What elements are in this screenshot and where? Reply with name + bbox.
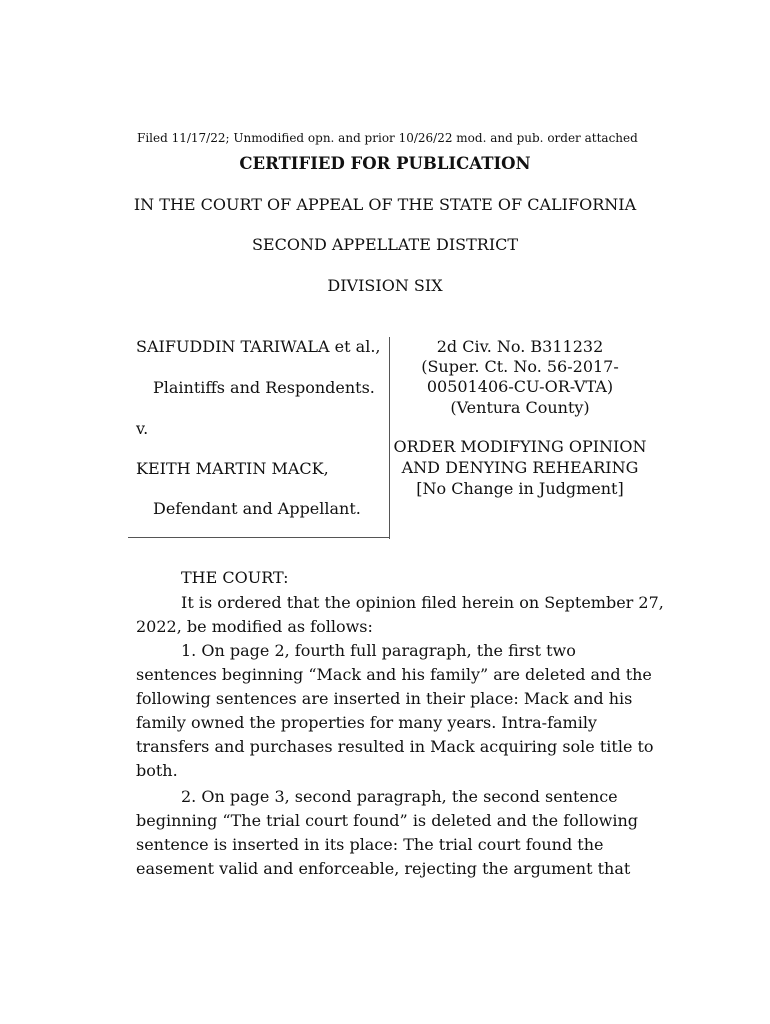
body-line: 2. On page 3, second paragraph, the second sentence — [181, 787, 618, 806]
judgment-note: [No Change in Judgment] — [416, 479, 624, 498]
county: (Ventura County) — [450, 398, 590, 417]
superior-court-number-1: (Super. Ct. No. 56-2017- — [421, 357, 619, 376]
caption-divider-vertical — [389, 337, 390, 539]
order-title-2: AND DENYING REHEARING — [401, 458, 639, 477]
court-title: IN THE COURT OF APPEAL OF THE STATE OF CALIFORNIA — [133, 195, 637, 214]
case-number: 2d Civ. No. B311232 — [436, 337, 604, 356]
body-line: sentence is inserted in its place: The trial court found the — [136, 835, 604, 854]
body-line: 2022, be modified as follows: — [136, 617, 373, 636]
body-line: 1. On page 2, fourth full paragraph, the first two — [181, 641, 576, 660]
caption-divider-horizontal — [128, 537, 390, 538]
defendant-role: Defendant and Appellant. — [153, 499, 361, 518]
body-line: transfers and purchases resulted in Mack acquiring sole title to — [136, 737, 654, 756]
order-title-1: ORDER MODIFYING OPINION — [393, 437, 647, 456]
versus-label: v. — [136, 419, 149, 438]
plaintiffs-role: Plaintiffs and Respondents. — [153, 378, 375, 397]
body-line: beginning “The trial court found” is deleted and the following — [136, 811, 638, 830]
division-heading: DIVISION SIX — [327, 276, 443, 295]
body-line: sentences beginning “Mack and his family” are deleted and the — [136, 665, 652, 684]
body-line: family owned the properties for many years. Intra-family — [136, 713, 597, 732]
body-line: both. — [136, 761, 178, 780]
body-line: It is ordered that the opinion filed herein on September 27, — [181, 593, 664, 612]
filed-note: Filed 11/17/22; Unmodified opn. and prior 10/26/22 mod. and pub. order attached — [137, 131, 638, 145]
superior-court-number-2: 00501406-CU-OR-VTA) — [426, 377, 614, 396]
district-heading: SECOND APPELLATE DISTRICT — [251, 235, 519, 254]
defendant-name: KEITH MARTIN MACK, — [136, 459, 329, 478]
body-line: THE COURT: — [181, 568, 289, 587]
body-line: following sentences are inserted in their place: Mack and his — [136, 689, 633, 708]
plaintiffs-name: SAIFUDDIN TARIWALA et al., — [136, 337, 381, 356]
body-line: easement valid and enforceable, rejecting the argument that — [136, 859, 631, 878]
certified-heading: CERTIFIED FOR PUBLICATION — [239, 154, 531, 173]
